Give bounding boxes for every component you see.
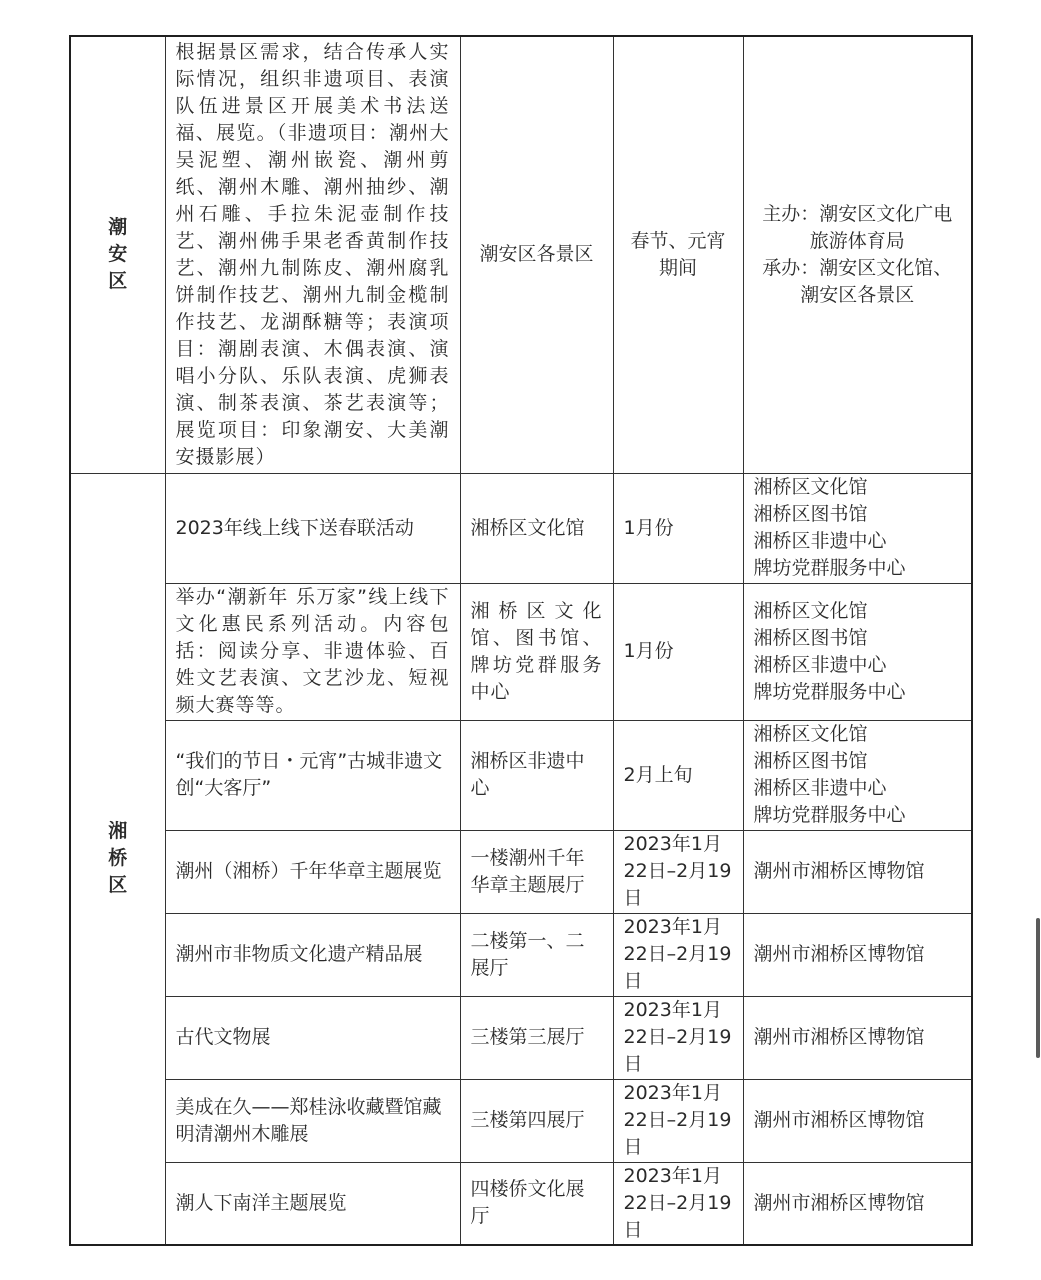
district-cell: 湘 桥 区	[70, 473, 165, 1245]
activity-time: 1月份	[613, 473, 743, 583]
activity-time: 2023年1月22日–2月19日	[613, 913, 743, 996]
activity-time: 2023年1月22日–2月19日	[613, 830, 743, 913]
table-row	[70, 913, 972, 996]
page-edge-mark	[1036, 918, 1040, 1058]
activity-venue: 二楼第一、二展厅	[460, 913, 613, 996]
activity-organizer: 湘桥区文化馆 湘桥区图书馆 湘桥区非遗中心 牌坊党群服务中心	[743, 720, 972, 830]
table-row	[70, 1079, 972, 1162]
activity-organizer: 潮州市湘桥区博物馆	[743, 913, 972, 996]
table-row	[70, 1162, 972, 1245]
activity-venue: 一楼潮州千年华章主题展厅	[460, 830, 613, 913]
table-row	[70, 36, 972, 473]
table-row	[70, 473, 972, 583]
activity-venue: 三楼第四展厅	[460, 1079, 613, 1162]
activity-content: 古代文物展	[165, 996, 460, 1079]
activity-venue: 湘桥区文化馆	[460, 473, 613, 583]
activity-organizer: 湘桥区文化馆 湘桥区图书馆 湘桥区非遗中心 牌坊党群服务中心	[743, 583, 972, 720]
activity-content: 美成在久——郑桂泳收藏暨馆藏明清潮州木雕展	[165, 1079, 460, 1162]
table-row	[70, 720, 972, 830]
activity-venue: 湘桥区文化馆、图书馆、牌坊党群服务中心	[460, 583, 613, 720]
activity-content: “我们的节日・元宵”古城非遗文创“大客厅”	[165, 720, 460, 830]
activity-organizer: 潮州市湘桥区博物馆	[743, 996, 972, 1079]
table-row	[70, 996, 972, 1079]
activity-time: 1月份	[613, 583, 743, 720]
activity-time: 2023年1月22日–2月19日	[613, 1162, 743, 1245]
activity-organizer: 潮州市湘桥区博物馆	[743, 830, 972, 913]
activity-content: 2023年线上线下送春联活动	[165, 473, 460, 583]
activity-venue: 潮安区各景区	[460, 36, 613, 473]
activity-time: 春节、元宵期间	[613, 36, 743, 473]
activity-organizer: 湘桥区文化馆 湘桥区图书馆 湘桥区非遗中心 牌坊党群服务中心	[743, 473, 972, 583]
activity-organizer: 潮州市湘桥区博物馆	[743, 1162, 972, 1245]
activity-content: 潮州（湘桥）千年华章主题展览	[165, 830, 460, 913]
activity-time: 2月上旬	[613, 720, 743, 830]
activity-venue: 三楼第三展厅	[460, 996, 613, 1079]
activity-organizer: 主办：潮安区文化广电旅游体育局 承办：潮安区文化馆、潮安区各景区	[743, 36, 972, 473]
table-row	[70, 583, 972, 720]
activity-content: 根据景区需求，结合传承人实际情况，组织非遗项目、表演队伍进景区开展美术书法送福、展览。（非遗项目：潮州大吴泥塑、潮州嵌瓷、潮州剪纸、潮州木雕、潮州抽纱、潮州石雕、手拉朱泥壶制作技艺、潮州佛手果老香黄制作技艺、潮州九制陈皮、潮州腐乳饼制作技艺、潮州九制金榄制作技艺、龙湖酥糖等；表演项目：潮剧表演、木偶表演、演唱小分队、乐队表演、虎狮表演、制茶表演、茶艺表演等；展览项目：印象潮安、大美潮安摄影展）	[165, 36, 460, 473]
activity-time: 2023年1月22日–2月19日	[613, 996, 743, 1079]
activity-venue: 湘桥区非遗中心	[460, 720, 613, 830]
district-cell: 潮 安 区	[70, 36, 165, 473]
activity-table	[69, 35, 973, 1246]
table-row	[70, 830, 972, 913]
activity-content: 潮州市非物质文化遗产精品展	[165, 913, 460, 996]
activity-content: 举办“潮新年 乐万家”线上线下文化惠民系列活动。内容包括：阅读分享、非遗体验、百姓文艺表演、文艺沙龙、短视频大赛等等。	[165, 583, 460, 720]
activity-venue: 四楼侨文化展厅	[460, 1162, 613, 1245]
activity-content: 潮人下南洋主题展览	[165, 1162, 460, 1245]
activity-time: 2023年1月22日–2月19日	[613, 1079, 743, 1162]
activity-organizer: 潮州市湘桥区博物馆	[743, 1079, 972, 1162]
